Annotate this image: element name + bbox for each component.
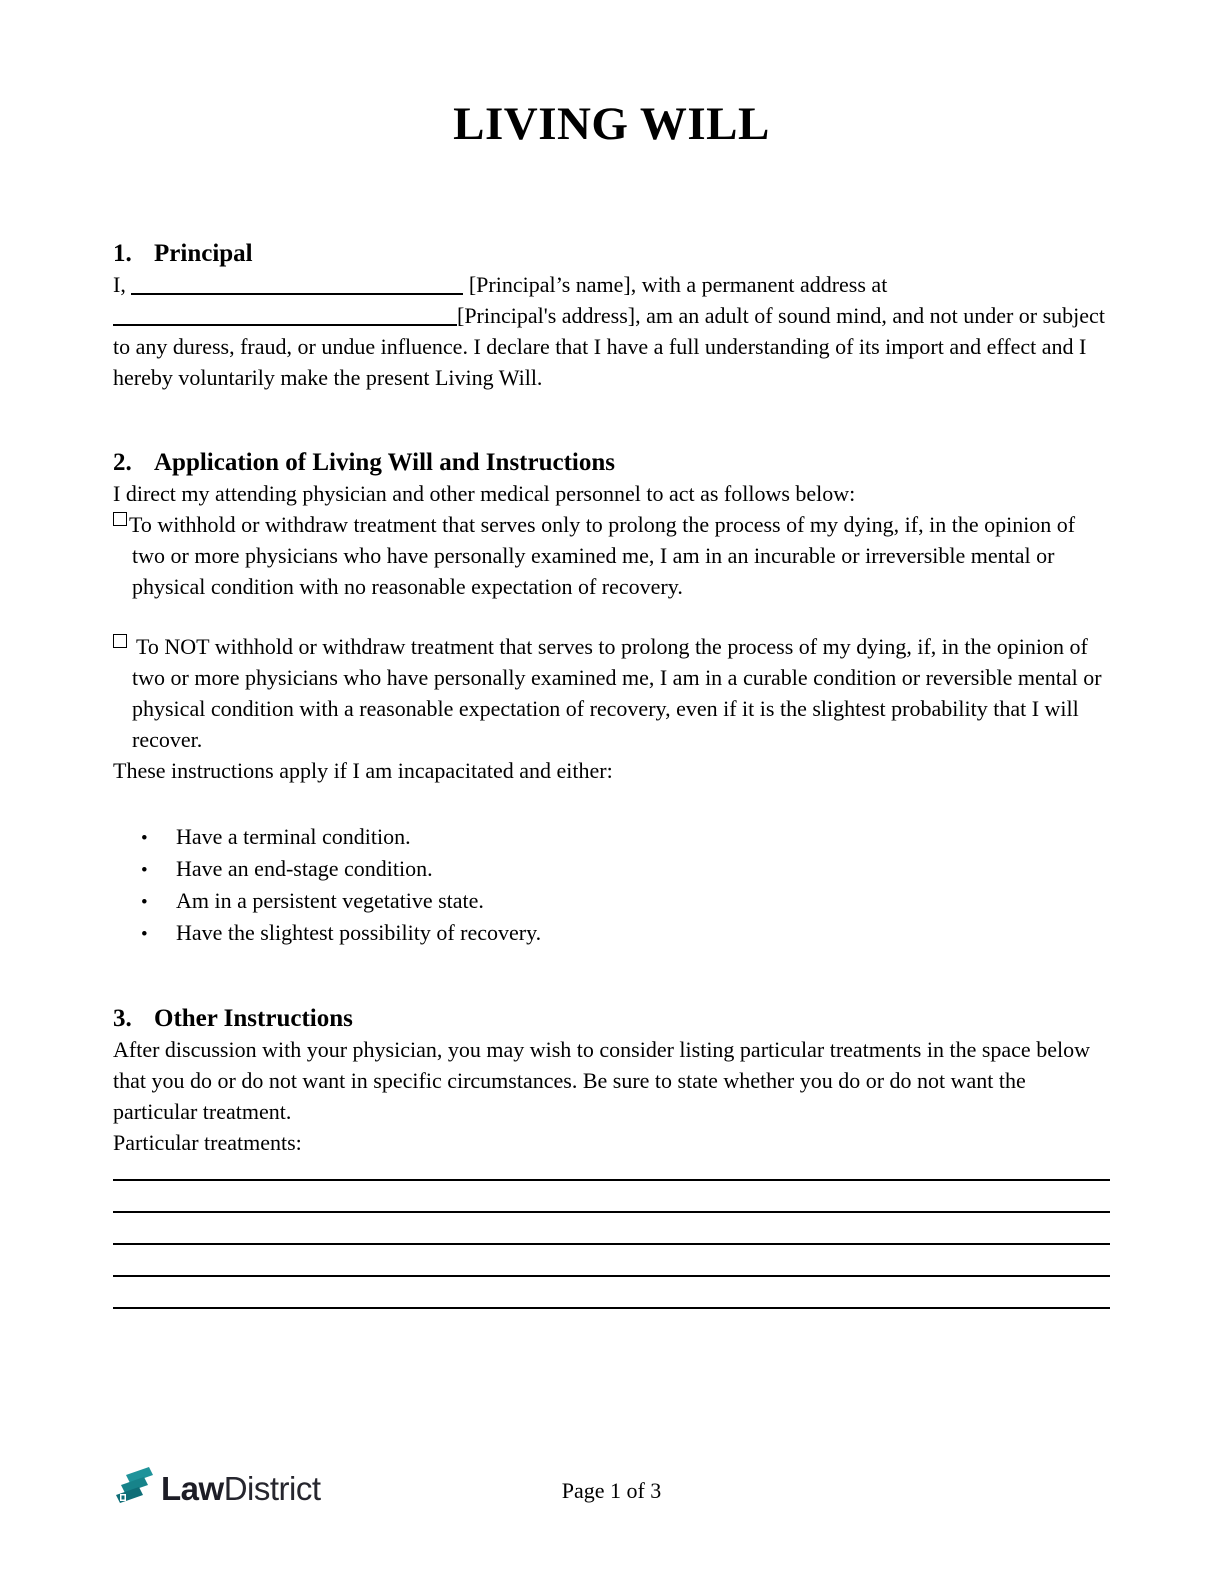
principal-name-blank[interactable] <box>131 290 463 295</box>
section-2-heading <box>113 448 1110 478</box>
section-3-heading <box>113 1004 1110 1034</box>
document-title: LIVING WILL <box>453 98 770 150</box>
condition-item-end-stage: • Have an end-stage condition. <box>176 854 1110 886</box>
principal-name-label: [Principal’s name], with a permanent address at <box>468 272 888 297</box>
withhold-checkbox[interactable] <box>113 512 127 526</box>
principal-paragraph <box>113 269 1110 393</box>
application-intro: I direct my attending physician and other medical personnel to act as follows below: <box>113 481 856 506</box>
condition-item-terminal: • Have a terminal condition. <box>176 822 1110 854</box>
withhold-option-label: To withhold or withdraw treatment that serves only to prolong the process of my dying, if, in the opinion of two or more physicians who have personally examined me, I am in an incurable or irreversible mental or physical condition with no reasonable expectation of recovery. <box>129 512 1076 599</box>
section-1-title: Principal <box>154 240 253 267</box>
treatment-option-withhold <box>113 509 1110 602</box>
blank-line[interactable] <box>113 1181 1110 1213</box>
condition-item-vegetative: • Am in a persistent vegetative state. <box>176 886 1110 918</box>
other-instructions-body: After discussion with your physician, you may wish to consider listing particular treatments in the space below that you do or do not want in specific circumstances. Be sure to state whether you do or do not want the particular treatment. <box>113 1037 1090 1124</box>
lawdistrict-wordmark <box>161 1464 321 1514</box>
conditions-intro: These instructions apply if I am incapacitated and either: <box>113 758 613 783</box>
not-withhold-checkbox[interactable] <box>113 634 127 648</box>
principal-address-label: [Principal's address], am an adult of sound mind, and not under or subject to any duress, fraud, or undue influence. I declare that I have a full understanding of its import and effect and I hereby voluntarily make the present Living Will. <box>113 303 1105 390</box>
principal-intro-prefix: I, <box>113 272 126 297</box>
particular-treatments-label: Particular treatments: <box>113 1130 302 1155</box>
lawdistrict-logo <box>113 1464 321 1514</box>
blank-line[interactable] <box>113 1158 1110 1181</box>
blank-line[interactable] <box>113 1245 1110 1277</box>
treatment-option-not-withhold <box>113 631 1110 755</box>
particular-treatments-write-area <box>113 1158 1110 1309</box>
section-2-title: Application of Living Will and Instructions <box>154 449 615 476</box>
not-withhold-option-label: To NOT withhold or withdraw treatment that serves to prolong the process of my dying, if, in the opinion of two or more physicians who have personally examined me, I am in a curable condition or reversible mental or physical condition with a reasonable expectation of recovery, even if it is the slightest probability that I will recover. <box>132 634 1102 752</box>
blank-line[interactable] <box>113 1277 1110 1309</box>
condition-item-recovery: • Have the slightest possibility of recovery. <box>176 918 1110 950</box>
page-number-label: Page 1 of 3 <box>561 1478 662 1503</box>
conditions-list <box>113 822 1110 950</box>
brand-law-text: Law <box>161 1470 224 1507</box>
section-3-number: 3. <box>113 1005 132 1032</box>
section-3-title: Other Instructions <box>154 1005 353 1032</box>
principal-address-blank[interactable] <box>113 321 457 326</box>
section-2-number: 2. <box>113 449 132 476</box>
brand-district-text: District <box>223 1470 321 1507</box>
section-1-heading <box>113 239 1110 269</box>
page-footer <box>113 1462 1110 1518</box>
lawdistrict-stacked-pages-icon <box>113 1464 157 1514</box>
section-1-number: 1. <box>113 240 132 267</box>
blank-line[interactable] <box>113 1213 1110 1245</box>
